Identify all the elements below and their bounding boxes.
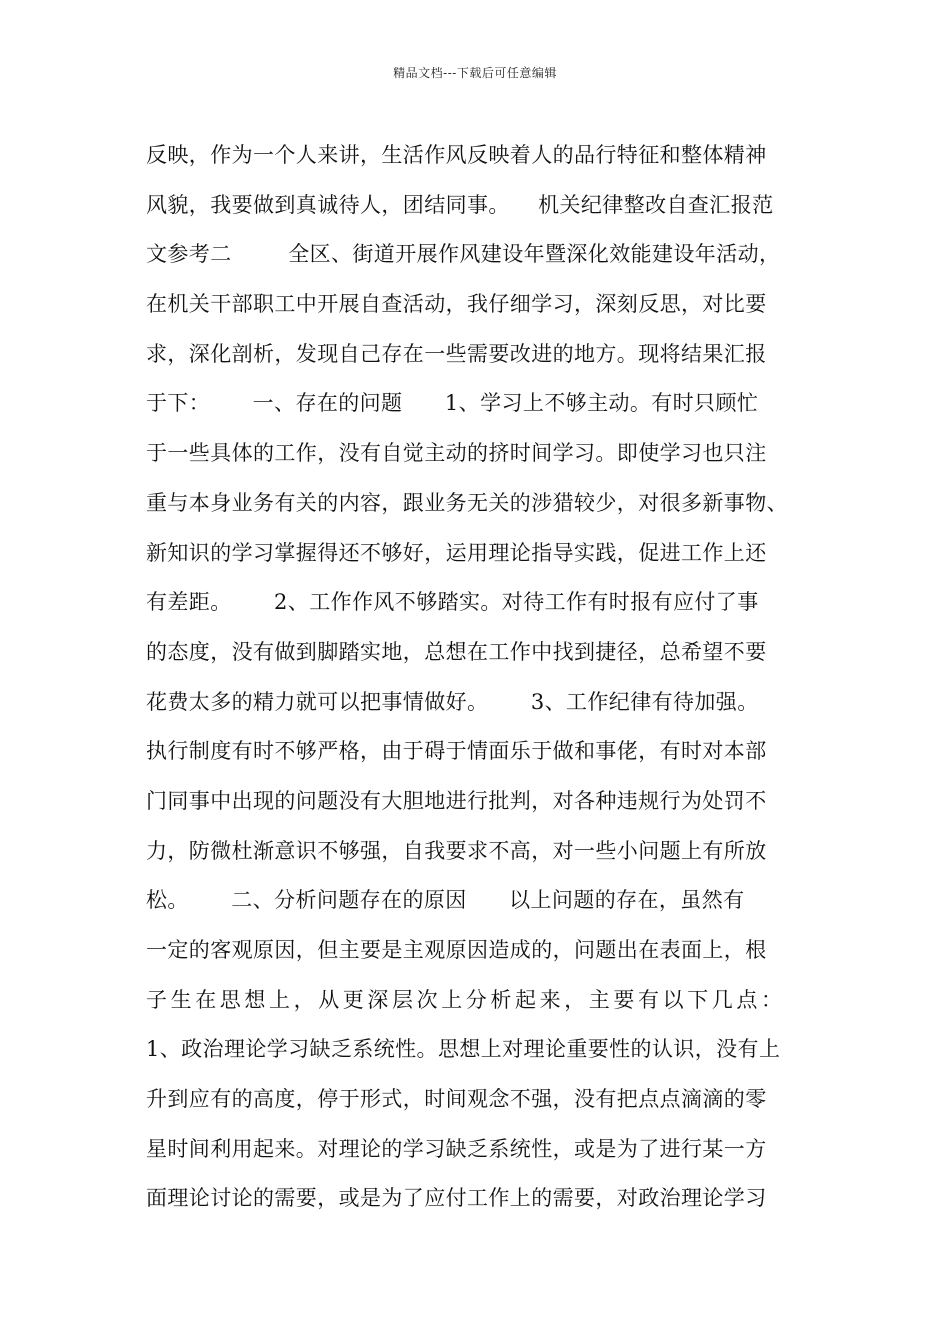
- text-line: 子生在思想上，从更深层次上分析起来，主要有以下几点：: [146, 987, 786, 1012]
- text-line: 新知识的学习掌握得还不够好，运用理论指导实践，促进工作上还: [146, 540, 767, 565]
- text-line: 星时间利用起来。对理论的学习缺乏系统性，或是为了进行某一方: [146, 1136, 767, 1161]
- text-line: 一定的客观原因，但主要是主观原因造成的，问题出在表面上，根: [146, 938, 767, 962]
- text-line: 门同事中出现的问题没有大胆地进行批判，对各种违规行为处罚不: [146, 788, 767, 813]
- text-line: 求，深化剖析，发现自己存在一些需要改进的地方。现将结果汇报: [146, 341, 767, 366]
- text-line: 于一些具体的工作，没有自觉主动的挤时间学习。即使学习也只注: [146, 441, 767, 466]
- text-line: 松。 二、分析问题存在的原因 以上问题的存在，虽然有: [146, 888, 745, 913]
- text-line: 力，防微杜渐意识不够强，自我要求不高，对一些小问题上有所放: [146, 838, 767, 863]
- text-line: 文参考二 全区、街道开展作风建设年暨深化效能建设年活动，: [146, 242, 781, 267]
- text-line: 风貌，我要做到真诚待人，团结同事。 机关纪律整改自查汇报范: [146, 192, 774, 217]
- text-line: 重与本身业务有关的内容，跟业务无关的涉猎较少，对很多新事物、: [146, 490, 788, 515]
- text-line: 1、政治理论学习缺乏系统性。思想上对理论重要性的认识，没有上: [146, 1037, 781, 1062]
- page-header: 精品文档---下载后可任意编辑: [393, 66, 557, 80]
- text-line: 有差距。 2、工作作风不够踏实。对待工作有时报有应付了事: [146, 590, 759, 615]
- text-line: 执行制度有时不够严格，由于碍于情面乐于做和事佬，有时对本部: [146, 739, 767, 764]
- text-line: 花费太多的精力就可以把事情做好。 3、工作纪律有待加强。: [146, 689, 759, 714]
- text-line: 反映，作为一个人来讲，生活作风反映着人的品行特征和整体精神: [146, 143, 767, 167]
- text-line: 于下： 一、存在的问题 1、学习上不够主动。有时只顾忙: [146, 391, 759, 416]
- text-line: 升到应有的高度，停于形式，时间观念不强，没有把点点滴滴的零: [146, 1087, 767, 1112]
- text-line: 面理论讨论的需要，或是为了应付工作上的需要，对政治理论学习: [146, 1186, 767, 1211]
- body-text: [146, 131, 836, 1224]
- text-line: 在机关干部职工中开展自查活动，我仔细学习，深刻反思，对比要: [146, 292, 767, 317]
- text-line: 的态度，没有做到脚踏实地，总想在工作中找到捷径，总希望不要: [146, 639, 767, 664]
